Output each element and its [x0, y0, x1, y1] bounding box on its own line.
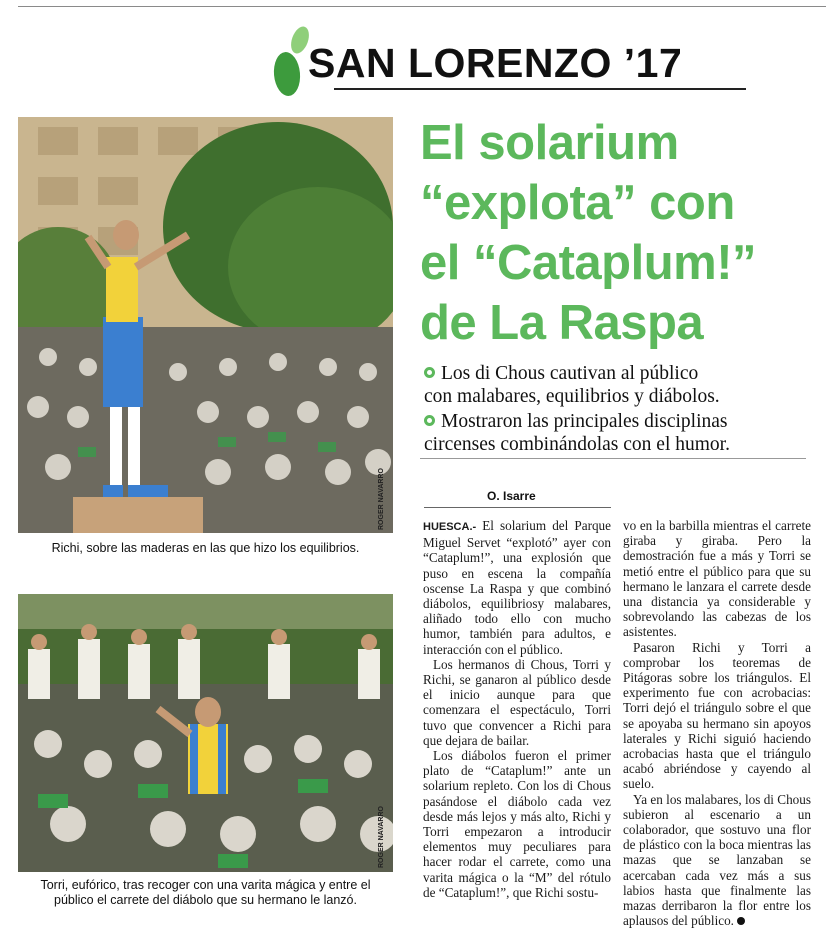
article-paragraph: vo en la barbilla mientras el carrete giraba y giraba. Pero la demostración fue a más y Torri se metió entre el público para que su hermano le lanzara el carrete desde una distancia ya considerable y sobrevolando las cabezas de los asistentes.	[623, 518, 811, 640]
photo-performer-balancing	[18, 117, 393, 533]
article-column-2	[623, 518, 811, 928]
article-paragraph	[423, 518, 611, 657]
article-paragraph: Los diábolos fueron el primer plato de “Cataplum!” ante un solarium repleto. Con los di Chous pasándose el diábolo cada vez desde más lejos y más alto, Richi y Torri empezaron a introducir elementos muy peculiares para hacer rodar el carrete, como una varita mágica o la “M” del rótulo de “Cataplum!”, que Richi sostu-	[423, 748, 611, 900]
headline-line: el “Cataplum!”	[420, 236, 757, 290]
photo1-caption: Richi, sobre las maderas en las que hizo los equilibrios.	[51, 541, 360, 555]
section-rule	[334, 88, 746, 90]
subhead-1	[424, 362, 824, 408]
subhead-text: Mostraron las principales disciplinas	[441, 411, 728, 432]
bullet-icon	[424, 367, 435, 378]
article-paragraph	[623, 792, 811, 928]
subhead-2	[424, 410, 824, 456]
photo2-caption	[18, 878, 393, 908]
byline: O. Isarre	[487, 489, 536, 503]
headline-line: de La Raspa	[420, 296, 704, 350]
article-column-1	[423, 518, 611, 900]
subhead-text: circenses combinándolas con el humor.	[424, 434, 730, 455]
subhead-rule	[420, 458, 806, 459]
photo2-credit: ROGER NAVARRO	[378, 806, 385, 868]
end-mark-icon	[737, 917, 745, 925]
photo2-caption-line1: Torri, eufórico, tras recoger con una varita mágica y entre el	[40, 878, 371, 892]
article-text: El solarium del Parque Miguel Servet “explotó” ayer con “Cataplum!”, una explosión que puso en escena la compañía oscense La Raspa y que combinó diábolos, equilibriosy malabares, aliñado todo ello con mucho humor, también para adultos, e interacción con el público.	[423, 518, 611, 657]
subhead-text: con malabares, equilibrios y diábolos.	[424, 386, 720, 407]
headline-line: El solarium	[420, 116, 679, 170]
article-location: HUESCA.-	[423, 521, 477, 533]
photo-crowd-torri	[18, 594, 393, 872]
bullet-icon	[424, 415, 435, 426]
article-text: Ya en los malabares, los di Chous subieron al escenario a un colaborador, que sostuvo una flor de plástico con la boca mientras las mazas que se lanzaban se acercaban cada vez más a sus labios hasta que finalmente las mazas derribaron la flor entre los aplausos del público.	[623, 791, 811, 928]
headline-line: “explota” con	[420, 176, 735, 230]
article-paragraph: Los hermanos di Chous, Torri y Richi, se ganaron al público desde el inicio aunque para que comenzara el espectáculo, Torri tuvo que convencer a Richi para que dejara de bailar.	[423, 656, 611, 748]
photo1-credit: ROGER NAVARRO	[378, 468, 385, 530]
article-paragraph: Pasaron Richi y Torri a comprobar los teoremas de Pitágoras sobre los triángulos. El experimento fue con acrobacias: Torri dejó el triángulo sobre el que se apoyaba su hermano sin apoyos laterales y Richi siguió haciendo acrobacias hasta que el triángulo acabó abriéndose y cayendo al suelo.	[623, 639, 811, 792]
section-title: SAN LORENZO ’17	[308, 40, 683, 86]
headline	[420, 113, 820, 353]
top-rule	[18, 6, 826, 7]
subhead-text: Los di Chous cautivan al público	[441, 363, 699, 384]
photo2-caption-line2: público el carrete del diábolo que su hermano le lanzó.	[54, 893, 357, 907]
byline-rule	[424, 507, 611, 508]
